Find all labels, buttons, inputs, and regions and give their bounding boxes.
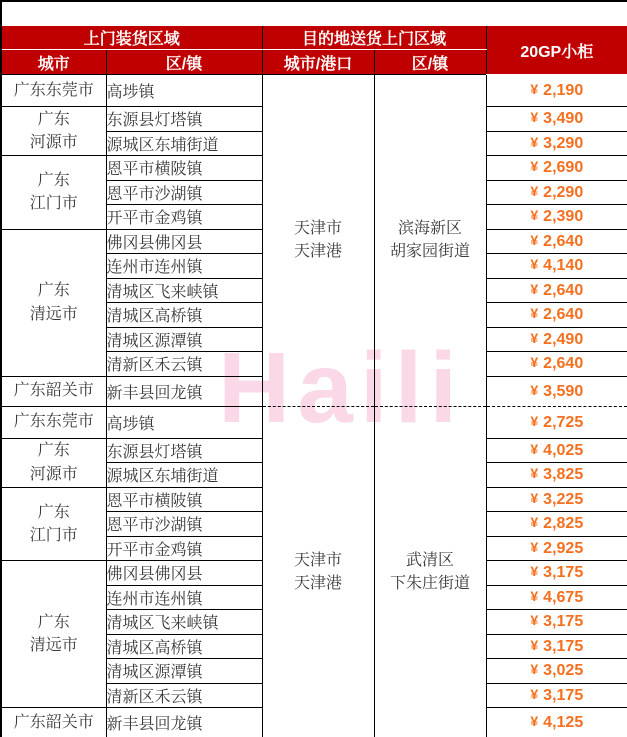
pickup-city-cell: 广东 江门市: [1, 487, 106, 561]
price-value: 2,490: [543, 330, 584, 348]
pickup-district-cell: 恩平市沙湖镇: [106, 180, 262, 205]
currency-symbol: ¥: [530, 713, 539, 730]
currency-symbol: ¥: [530, 587, 539, 604]
price-cell: [486, 254, 627, 279]
price-value: 3,290: [543, 134, 584, 152]
price-cell: [486, 683, 627, 708]
pickup-city-cell: 广东东莞市: [1, 75, 106, 107]
pickup-district-cell: 恩平市横陂镇: [106, 156, 262, 181]
price-cell: [486, 406, 627, 438]
currency-symbol: ¥: [530, 563, 539, 580]
pickup-district-cell: 清城区飞来峡镇: [106, 610, 262, 635]
price-cell: [486, 463, 627, 488]
header-pickup-group: 上门装货区域: [1, 26, 262, 50]
price-cell: [486, 352, 627, 377]
pickup-district-cell: 源城区东埔街道: [106, 131, 262, 156]
pickup-city-cell: 广东东莞市: [1, 406, 106, 438]
header-group-row: [1, 26, 627, 50]
pickup-district-cell: 清新区禾云镇: [106, 683, 262, 708]
header-pickup-district: 区/镇: [106, 50, 262, 75]
pickup-city-cell: 广东 河源市: [1, 438, 106, 487]
pickup-district-cell: 清城区源潭镇: [106, 659, 262, 684]
currency-symbol: ¥: [530, 514, 539, 531]
header-delivery-group: 目的地送货上门区域: [262, 26, 486, 50]
price-value: 3,175: [543, 613, 584, 631]
currency-symbol: ¥: [530, 636, 539, 653]
currency-symbol: ¥: [530, 685, 539, 702]
currency-symbol: ¥: [530, 231, 539, 248]
currency-symbol: ¥: [530, 661, 539, 678]
price-value: 4,025: [543, 441, 584, 459]
price-value: 2,390: [543, 208, 584, 226]
dest-district-cell: 滨海新区 胡家园街道: [374, 75, 486, 407]
dest-city-port-cell: 天津市 天津港: [262, 75, 374, 407]
pickup-city-cell: 广东 清远市: [1, 561, 106, 708]
pickup-district-cell: 连州市连州镇: [106, 585, 262, 610]
price-value: 2,725: [543, 413, 584, 431]
price-value: 2,640: [543, 232, 584, 250]
currency-symbol: ¥: [530, 109, 539, 126]
pickup-district-cell: 清城区飞来峡镇: [106, 278, 262, 303]
currency-symbol: ¥: [530, 158, 539, 175]
pickup-district-cell: 佛冈县佛冈县: [106, 229, 262, 254]
title-row: [1, 1, 627, 26]
currency-symbol: ¥: [530, 465, 539, 482]
currency-symbol: ¥: [530, 412, 539, 429]
price-value: 2,290: [543, 183, 584, 201]
price-cell: [486, 278, 627, 303]
currency-symbol: ¥: [530, 207, 539, 224]
currency-symbol: ¥: [530, 381, 539, 398]
table-row: [1, 75, 627, 107]
price-value: 2,640: [543, 355, 584, 373]
price-value: 2,925: [543, 539, 584, 557]
price-cell: [486, 536, 627, 561]
price-cell: [486, 180, 627, 205]
price-value: 2,190: [543, 82, 584, 99]
price-cell: [486, 303, 627, 328]
price-value: 3,225: [543, 490, 584, 508]
price-value: 4,125: [543, 714, 584, 732]
price-cell: [486, 487, 627, 512]
watermark: Haili: [218, 332, 465, 444]
price-cell: [486, 75, 627, 107]
price-cell: [486, 512, 627, 537]
price-value: 2,640: [543, 281, 584, 299]
currency-symbol: ¥: [530, 81, 539, 97]
currency-symbol: ¥: [530, 538, 539, 555]
price-value: 3,025: [543, 662, 584, 680]
pickup-district-cell: 恩平市横陂镇: [106, 487, 262, 512]
header-container-type: 20GP小柜: [486, 26, 627, 75]
price-cell: [486, 229, 627, 254]
price-cell: [486, 634, 627, 659]
sheet-title: （08/4-08/10）海力物流-广东到天津门到门海运价格: [1, 1, 627, 26]
price-cell: [486, 327, 627, 352]
currency-symbol: ¥: [530, 182, 539, 199]
pickup-city-cell: 广东 江门市: [1, 156, 106, 230]
pickup-city-cell: 广东 清远市: [1, 229, 106, 376]
price-value: 2,690: [543, 159, 584, 177]
pickup-district-cell: 清城区源潭镇: [106, 327, 262, 352]
currency-symbol: ¥: [530, 440, 539, 457]
currency-symbol: ¥: [530, 133, 539, 150]
pickup-city-cell: 广东 河源市: [1, 107, 106, 156]
header-dest-city-port: 城市/港口: [262, 50, 374, 75]
price-cell: [486, 561, 627, 586]
pickup-district-cell: 连州市连州镇: [106, 254, 262, 279]
currency-symbol: ¥: [530, 280, 539, 297]
price-value: 4,675: [543, 588, 584, 606]
price-cell: [486, 156, 627, 181]
pickup-district-cell: 佛冈县佛冈县: [106, 561, 262, 586]
pickup-district-cell: 开平市金鸡镇: [106, 536, 262, 561]
pickup-district-cell: 东源县灯塔镇: [106, 438, 262, 463]
price-cell: [486, 659, 627, 684]
currency-symbol: ¥: [530, 612, 539, 629]
pickup-district-cell: 源城区东埔街道: [106, 463, 262, 488]
price-value: 2,825: [543, 515, 584, 533]
price-cell: [486, 585, 627, 610]
dest-city-port-cell: 天津市 天津港: [262, 406, 374, 737]
price-value: 3,175: [543, 564, 584, 582]
pickup-district-cell: 东源县灯塔镇: [106, 107, 262, 132]
price-cell: [486, 610, 627, 635]
header-dest-district: 区/镇: [374, 50, 486, 75]
price-cell: [486, 205, 627, 230]
currency-symbol: ¥: [530, 489, 539, 506]
pickup-district-cell: 清城区高桥镇: [106, 634, 262, 659]
price-table-body: [1, 75, 627, 737]
currency-symbol: ¥: [530, 329, 539, 346]
currency-symbol: ¥: [530, 354, 539, 371]
pickup-district-cell: 恩平市沙湖镇: [106, 512, 262, 537]
pickup-city-cell: 广东韶关市: [1, 708, 106, 737]
price-cell: [486, 107, 627, 132]
price-cell: [486, 708, 627, 737]
pickup-city-cell: 广东韶关市: [1, 376, 106, 406]
table-row: [1, 406, 627, 438]
pickup-district-cell: 新丰县回龙镇: [106, 708, 262, 737]
price-value: 4,140: [543, 257, 584, 275]
price-value: 3,175: [543, 686, 584, 704]
pickup-district-cell: 高埗镇: [106, 75, 262, 107]
currency-symbol: ¥: [530, 256, 539, 273]
currency-symbol: ¥: [530, 305, 539, 322]
pickup-district-cell: 开平市金鸡镇: [106, 205, 262, 230]
price-value: 3,175: [543, 637, 584, 655]
price-value: 3,825: [543, 466, 584, 484]
price-value: 2,640: [543, 306, 584, 324]
pickup-district-cell: 新丰县回龙镇: [106, 376, 262, 406]
pickup-district-cell: 高埗镇: [106, 406, 262, 438]
dest-district-cell: 武清区 下朱庄街道: [374, 406, 486, 737]
price-cell: [486, 376, 627, 406]
pickup-district-cell: 清城区高桥镇: [106, 303, 262, 328]
header-pickup-city: 城市: [1, 50, 106, 75]
price-cell: [486, 131, 627, 156]
price-value: 3,490: [543, 110, 584, 128]
price-value: 3,590: [543, 382, 584, 400]
price-cell: [486, 438, 627, 463]
pickup-district-cell: 清新区禾云镇: [106, 352, 262, 377]
